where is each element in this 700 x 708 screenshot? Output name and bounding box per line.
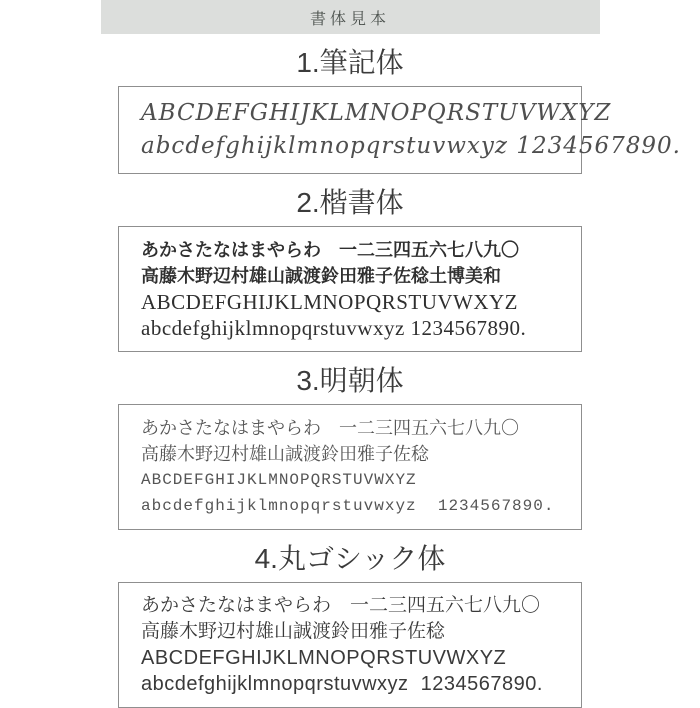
sample-line: ABCDEFGHIJKLMNOPQRSTUVWXYZ [141, 647, 507, 669]
section-heading-mincho: 3.明朝体 [296, 365, 404, 396]
sample-line: 高藤木野辺村雄山誠渡鈴田雅子佐稔 [141, 444, 429, 464]
sample-box-script [118, 86, 681, 174]
sample-line: abcdefghijklmnopqrstuvwxyz 1234567890. [141, 673, 543, 695]
section-heading-script: 1.筆記体 [296, 47, 404, 78]
section-script [0, 46, 700, 174]
header-bar [101, 0, 600, 34]
section-kaisho [0, 186, 700, 352]
sample-line: 高藤木野辺村雄山誠渡鈴田雅子佐稔 [141, 621, 446, 642]
sample-line: あかさたなはまやらわ 一二三四五六七八九〇 [141, 595, 541, 616]
sample-line: abcdefghijklmnopqrstuvwxyz 1234567890. [141, 497, 555, 515]
sample-line: ABCDEFGHIJKLMNOPQRSTUVWXYZ [141, 290, 519, 314]
sample-line: あかさたなはまやらわ 一二三四五六七八九〇 [141, 418, 519, 438]
sample-line: ABCDEFGHIJKLMNOPQRSTUVWXYZ [141, 471, 417, 489]
section-mincho [0, 364, 700, 530]
sample-box-maru-gothic [118, 582, 582, 708]
section-heading-maru-gothic: 4.丸ゴシック体 [254, 543, 446, 574]
sample-box-mincho [118, 404, 582, 530]
sample-line: ABCDEFGHIJKLMNOPQRSTUVWXYZ [141, 100, 612, 126]
section-maru-gothic [0, 542, 700, 708]
sample-box-kaisho [118, 226, 582, 352]
section-heading-kaisho: 2.楷書体 [296, 187, 404, 218]
sample-line: あかさたなはまやらわ 一二三四五六七八九〇 [141, 240, 519, 260]
page-title: 書体見本 [309, 10, 390, 28]
sample-line: abcdefghijklmnopqrstuvwxyz 1234567890. [141, 316, 527, 340]
sample-line: abcdefghijklmnopqrstuvwxyz 1234567890. [141, 133, 681, 159]
sample-line: 高藤木野辺村雄山誠渡鈴田雅子佐稔土博美和 [141, 266, 501, 286]
